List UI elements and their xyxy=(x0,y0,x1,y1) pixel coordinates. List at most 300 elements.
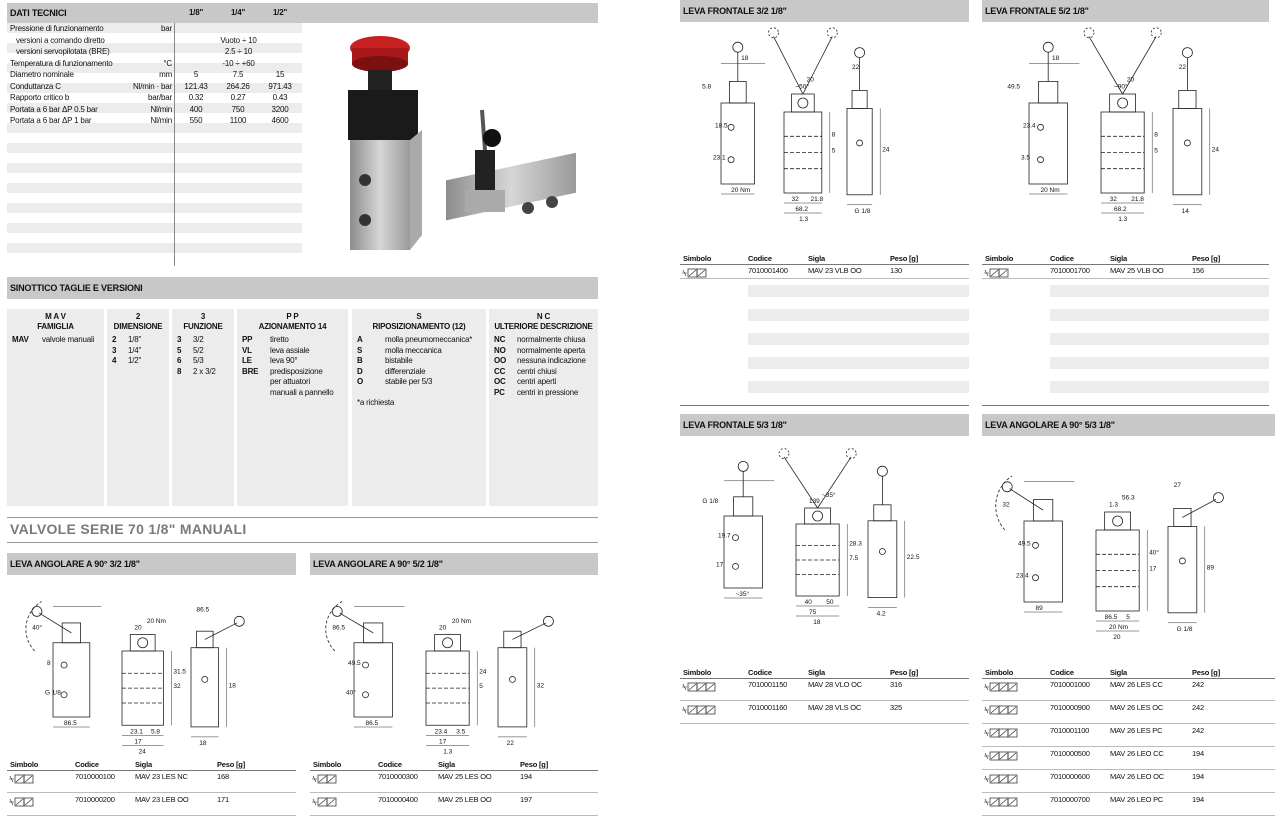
product-code: 7010001700 xyxy=(1050,266,1090,275)
dimension-label: ~90° xyxy=(1113,83,1128,91)
empty-table-stripe xyxy=(748,309,969,321)
entry-desc: 3/2 xyxy=(193,335,204,344)
param-value-span: 2.5 ÷ 10 xyxy=(224,47,253,56)
technical-drawing xyxy=(700,40,910,223)
table-header-simbolo: Simbolo xyxy=(985,254,1014,263)
dimension-label: 32 xyxy=(1002,501,1010,509)
param-value-span: -10 ÷ +60 xyxy=(222,58,255,68)
dimension-label: 24 xyxy=(138,748,146,756)
entry-code: O xyxy=(357,377,364,386)
entry-code: A xyxy=(357,335,363,344)
table-stripe xyxy=(7,163,302,173)
param-unit: bar/bar xyxy=(148,93,172,102)
section-title: LEVA ANGOLARE A 90° 5/2 1/8" xyxy=(313,559,443,569)
sinottico-panel xyxy=(237,309,348,506)
dimension-label: 28.3 xyxy=(849,540,862,548)
product-weight: 197 xyxy=(520,795,532,804)
group-code: 3 xyxy=(200,312,206,321)
table-header-simbolo: Simbolo xyxy=(985,668,1014,677)
dimension-label: 20 xyxy=(438,624,447,632)
product-code: 7010001160 xyxy=(748,703,788,712)
entry-desc: 5/2 xyxy=(193,345,204,355)
dimension-label: 18 xyxy=(741,54,749,62)
table-header-simbolo: Simbolo xyxy=(10,760,39,769)
entry-desc: stabile per 5/3 xyxy=(385,377,433,386)
table-stripe xyxy=(7,243,302,253)
product-weight: 325 xyxy=(890,703,902,712)
table-header-simbolo: Simbolo xyxy=(313,760,342,769)
dimension-label: 5 xyxy=(479,683,483,691)
group-name: DIMENSIONE xyxy=(113,322,163,331)
section-title: LEVA FRONTALE 3/2 1/8" xyxy=(683,6,787,16)
product-sigla: MAV 25 VLB OO xyxy=(1110,266,1164,275)
dimension-label: 17 xyxy=(438,738,447,746)
dimension-label: 3.5 xyxy=(1021,154,1031,162)
entry-desc: per attuatori xyxy=(270,377,311,386)
entry-desc: leva 90° xyxy=(270,356,298,365)
table-header-simbolo: Simbolo xyxy=(683,254,712,263)
dimension-label: 3.5 xyxy=(456,728,466,736)
pneumatic-symbol-icon xyxy=(984,704,1022,716)
product-code: 7010000500 xyxy=(1050,749,1090,758)
product-sigla: MAV 26 LEO PC xyxy=(1110,795,1164,804)
entry-code: 5 xyxy=(177,345,182,355)
table-stripe xyxy=(7,143,302,153)
dimension-label: 86.5 xyxy=(332,624,346,632)
entry-code: 6 xyxy=(177,356,182,365)
entry-desc: valvole manuali xyxy=(42,335,95,344)
empty-table-stripe xyxy=(1050,381,1269,393)
dimension-label: 24 xyxy=(479,668,487,676)
dimension-label: 18 xyxy=(1052,54,1060,62)
table-stripe xyxy=(7,223,302,233)
group-code: S xyxy=(416,312,422,321)
pneumatic-symbol-icon xyxy=(984,796,1022,808)
table-stripe xyxy=(7,203,302,213)
dimension-label: 21.8 xyxy=(1131,196,1144,203)
dimension-label: 86.5 xyxy=(365,720,379,727)
dimension-label: 18 xyxy=(813,619,821,626)
entry-code: D xyxy=(357,366,363,376)
entry-code: 3 xyxy=(177,335,182,344)
entry-desc: leva assiale xyxy=(270,345,310,355)
table-header-codice: Codice xyxy=(378,760,402,769)
product-weight: 168 xyxy=(217,772,229,781)
empty-table-stripe xyxy=(1050,357,1269,369)
col-header-1-2: 1/2" xyxy=(272,8,288,17)
entry-desc: tiretto xyxy=(270,335,289,344)
entry-desc: 1/2" xyxy=(128,356,142,365)
dimension-label: 139 xyxy=(808,498,820,506)
product-weight: 171 xyxy=(217,795,229,804)
product-weight: 130 xyxy=(890,266,902,275)
product-sigla: MAV 26 LES OC xyxy=(1110,703,1164,712)
entry-code: LE xyxy=(242,356,252,365)
entry-desc: normalmente aperta xyxy=(517,345,585,355)
table-header-peso: Peso [g] xyxy=(1192,668,1220,677)
empty-table-stripe xyxy=(748,381,969,393)
dimension-label: G 1/8 xyxy=(702,498,719,506)
dimension-label: 1.3 xyxy=(1118,216,1128,223)
dimension-label: 24 xyxy=(882,146,890,154)
table-header-sigla: Sigla xyxy=(808,668,825,677)
group-note: *a richiesta xyxy=(357,398,395,407)
entry-code: NC xyxy=(494,335,506,344)
group-code: P P xyxy=(286,312,299,321)
param-value-span: Vuoto ÷ 10 xyxy=(220,35,257,45)
product-code: 7010000400 xyxy=(378,795,418,804)
param-label: Rapporto critico b xyxy=(10,93,70,102)
sinottico-title: SINOTTICO TAGLIE E VERSIONI xyxy=(10,283,143,293)
dimension-label: 8 xyxy=(1154,131,1158,139)
dimension-label: 5 xyxy=(1154,147,1158,155)
empty-table-stripe xyxy=(1050,309,1269,321)
col-header-1-4: 1/4" xyxy=(230,8,246,17)
param-label: Portata a 6 bar ΔP 1 bar xyxy=(10,116,92,125)
table-header-codice: Codice xyxy=(75,760,99,769)
dimension-label: G 1/8 xyxy=(1176,625,1193,633)
table-header-peso: Peso [g] xyxy=(520,760,548,769)
param-label: Temperatura di funzionamento xyxy=(10,58,113,68)
product-code: 7010001000 xyxy=(1050,680,1090,689)
product-sigla: MAV 23 LEB OO xyxy=(135,795,189,804)
entry-desc: centri aperti xyxy=(517,377,557,386)
product-code: 7010000700 xyxy=(1050,795,1090,804)
group-name: FUNZIONE xyxy=(183,322,223,331)
dimension-label: 22 xyxy=(506,739,514,747)
product-weight: 194 xyxy=(1192,772,1204,781)
product-weight: 156 xyxy=(1192,266,1204,275)
dimension-label: 18.5 xyxy=(715,122,728,130)
product-sigla: MAV 25 LES OO xyxy=(438,772,492,781)
param-unit: mm xyxy=(159,70,172,79)
entry-desc: normalmente chiusa xyxy=(517,335,586,344)
product-code: 7010000200 xyxy=(75,795,115,804)
dimension-label: 68.2 xyxy=(795,206,808,213)
entry-code: MAV xyxy=(12,335,29,344)
param-label: versioni servopilotata (BRE) xyxy=(16,47,110,56)
table-header-peso: Peso [g] xyxy=(890,668,918,677)
pneumatic-symbol-icon xyxy=(984,727,1022,739)
dimension-label: 49.5 xyxy=(1018,540,1031,548)
dimension-label: 40° xyxy=(32,624,43,632)
table-header-sigla: Sigla xyxy=(438,760,455,769)
group-name: ULTERIORE DESCRIZIONE xyxy=(494,322,593,331)
product-weight: 316 xyxy=(890,680,902,689)
section-title: LEVA ANGOLARE A 90° 5/3 1/8" xyxy=(985,420,1115,430)
entry-desc: 1/8" xyxy=(128,335,142,344)
param-value: 7.5 xyxy=(232,70,244,79)
dimension-label: 49.5 xyxy=(1007,83,1021,91)
dimension-label: 32 xyxy=(791,196,799,203)
dimension-label: 7.5 xyxy=(849,555,859,562)
dimension-label: 20 Nm xyxy=(451,617,472,625)
product-sigla: MAV 25 LEB OO xyxy=(438,795,492,804)
dimension-label: 32 xyxy=(173,683,181,691)
product-weight: 242 xyxy=(1192,726,1204,735)
dimension-label: 27 xyxy=(1173,481,1181,489)
param-value: 550 xyxy=(189,116,203,125)
param-unit: bar xyxy=(161,24,172,33)
group-name: RIPOSIZIONAMENTO (12) xyxy=(372,322,466,331)
dimension-label: 22 xyxy=(852,63,860,71)
dimension-label: 23.4 xyxy=(434,728,448,736)
dimension-label: 20 xyxy=(1113,634,1121,641)
param-value: 121.43 xyxy=(184,81,208,91)
group-code: 2 xyxy=(135,312,141,321)
section-title: LEVA FRONTALE 5/2 1/8" xyxy=(985,6,1089,16)
param-value: 750 xyxy=(231,104,245,114)
technical-drawing xyxy=(1005,40,1245,223)
param-unit: Nl/min xyxy=(150,104,172,114)
pneumatic-symbol-icon xyxy=(682,704,720,716)
entry-desc: 5/3 xyxy=(193,356,204,365)
dimension-label: ~35° xyxy=(735,591,750,598)
param-value: 971.43 xyxy=(268,81,292,91)
table-header-sigla: Sigla xyxy=(1110,254,1127,263)
param-unit: Nl/min xyxy=(150,116,172,125)
product-code: 7010000300 xyxy=(378,772,418,781)
dimension-label: 89 xyxy=(1206,564,1215,572)
product-sigla: MAV 26 LES CC xyxy=(1110,680,1163,689)
product-sigla: MAV 26 LEO CC xyxy=(1110,749,1164,758)
dimension-label: 22.5 xyxy=(906,554,920,562)
entry-code: NO xyxy=(494,345,506,355)
table-stripe xyxy=(7,183,302,193)
param-value: 0.27 xyxy=(230,93,246,102)
dimension-label: 18 xyxy=(199,739,207,747)
entry-code: 2 xyxy=(112,335,117,344)
entry-desc: centri chiusi xyxy=(517,366,557,376)
dimension-label: 5.8 xyxy=(150,728,161,736)
param-unit: Nl/min · bar xyxy=(133,81,172,91)
dimension-label: ~35° xyxy=(821,491,836,499)
product-sigla: MAV 26 LES PC xyxy=(1110,726,1163,735)
product-weight: 194 xyxy=(1192,795,1204,804)
entry-desc: 1/4" xyxy=(128,345,142,355)
empty-table-stripe xyxy=(1050,333,1269,345)
table-header-peso: Peso [g] xyxy=(1192,254,1220,263)
dimension-label: 20 xyxy=(134,624,142,632)
group-code: N C xyxy=(536,312,551,321)
dimension-label: 23.4 xyxy=(1016,572,1029,580)
param-value: 5 xyxy=(193,70,199,79)
technical-drawing xyxy=(30,585,260,756)
entry-code: 8 xyxy=(177,366,182,376)
dimension-label: 40° xyxy=(346,689,356,697)
product-weight: 194 xyxy=(1192,749,1204,758)
entry-code: PC xyxy=(494,387,505,397)
dimension-label: 40 xyxy=(804,599,812,606)
group-name: AZIONAMENTO 14 xyxy=(258,322,327,331)
entry-desc: 2 x 3/2 xyxy=(193,366,216,376)
param-value: 4600 xyxy=(271,116,289,125)
table-header-peso: Peso [g] xyxy=(890,254,918,263)
dimension-label: 8 xyxy=(47,660,51,668)
product-code: 7010000900 xyxy=(1050,703,1090,712)
dimension-label: 40° xyxy=(1149,549,1160,557)
product-weight: 242 xyxy=(1192,680,1204,689)
series-title: VALVOLE SERIE 70 1/8" MANUALI xyxy=(10,521,247,537)
dimension-label: 21.8 xyxy=(810,196,824,203)
dimension-label: 5 xyxy=(831,147,836,155)
pneumatic-symbol-icon xyxy=(984,773,1022,785)
entry-code: PP xyxy=(242,335,253,344)
table-header-peso: Peso [g] xyxy=(217,760,245,769)
pneumatic-symbol-icon xyxy=(312,773,350,785)
table-header-codice: Codice xyxy=(748,254,772,263)
entry-desc: bistabile xyxy=(385,356,413,365)
dimension-label: 75 xyxy=(808,609,817,616)
param-value: 264.26 xyxy=(226,81,250,91)
dimension-label: ~50° xyxy=(795,83,809,91)
empty-table-stripe xyxy=(1050,285,1269,297)
entry-desc: differenziale xyxy=(385,366,426,376)
dati-tecnici-header xyxy=(7,3,598,23)
dimension-label: 22 xyxy=(1178,63,1186,71)
param-value: 0.43 xyxy=(272,93,288,102)
product-sigla: MAV 23 VLB OO xyxy=(808,266,862,275)
pneumatic-symbol-icon xyxy=(312,796,350,808)
product-code: 7010001150 xyxy=(748,680,788,689)
dimension-label: 49.5 xyxy=(348,660,361,668)
technical-drawing xyxy=(330,585,570,756)
dimension-label: 20 Nm xyxy=(1040,187,1060,194)
section-title: LEVA FRONTALE 5/3 1/8" xyxy=(683,420,787,430)
entry-desc: molla meccanica xyxy=(385,345,442,355)
dimension-label: 24 xyxy=(1211,146,1220,154)
group-name: FAMIGLIA xyxy=(37,322,74,331)
dati-tecnici-title: DATI TECNICI xyxy=(10,8,67,18)
product-code: 7010001400 xyxy=(748,266,788,275)
entry-code: B xyxy=(357,356,363,365)
entry-code: CC xyxy=(494,366,506,376)
col-header-1-8: 1/8" xyxy=(188,8,204,17)
entry-code: VL xyxy=(242,345,252,355)
dimension-label: 50 xyxy=(826,599,834,606)
param-value: 1100 xyxy=(229,116,247,125)
dimension-label: 20 Nm xyxy=(1108,624,1129,631)
product-sigla: MAV 23 LES NC xyxy=(135,772,188,781)
dimension-label: 20 xyxy=(1126,76,1135,84)
dimension-label: 86.5 xyxy=(64,720,77,727)
technical-drawing xyxy=(700,460,940,626)
dimension-label: 31.5 xyxy=(173,668,187,676)
technical-drawing xyxy=(1000,458,1240,641)
entry-code: OC xyxy=(494,377,506,386)
table-header-codice: Codice xyxy=(1050,254,1074,263)
param-value: 15 xyxy=(275,70,285,79)
dimension-label: 20 Nm xyxy=(146,617,166,625)
dimension-label: 4.2 xyxy=(876,610,886,618)
entry-desc: centri in pressione xyxy=(517,387,579,397)
pneumatic-symbol-icon xyxy=(9,796,47,808)
empty-table-stripe xyxy=(748,285,969,297)
dimension-label: 1.3 xyxy=(443,748,453,756)
product-code: 7010000100 xyxy=(75,772,115,781)
dimension-label: 23.4 xyxy=(1023,122,1036,130)
table-header-sigla: Sigla xyxy=(808,254,825,263)
table-header-codice: Codice xyxy=(1050,668,1074,677)
dimension-label: 14 xyxy=(1181,207,1189,215)
param-label: versioni a comando diretto xyxy=(16,35,105,45)
dimension-label: 18 xyxy=(228,682,236,690)
dimension-label: 86.5 xyxy=(196,606,210,614)
param-label: Portata a 6 bar ΔP 0.5 bar xyxy=(10,104,98,114)
param-unit: °C xyxy=(163,58,172,68)
param-value: 3200 xyxy=(271,104,289,114)
product-weight: 242 xyxy=(1192,703,1204,712)
dimension-label: 20 Nm xyxy=(731,187,751,194)
param-label: Conduttanza C xyxy=(10,81,61,91)
section-title: LEVA ANGOLARE A 90° 3/2 1/8" xyxy=(10,559,140,569)
group-code: M A V xyxy=(45,312,66,321)
dimension-label: 8 xyxy=(831,131,836,139)
entry-desc: predisposizione xyxy=(270,366,323,376)
dimension-label: 86.5 xyxy=(1104,614,1118,621)
dimension-label: 89 xyxy=(1035,605,1043,612)
dimension-label: 19.7 xyxy=(718,532,731,540)
product-code: 7010000600 xyxy=(1050,772,1090,781)
param-label: Diametro nominale xyxy=(10,70,74,79)
dimension-label: 17 xyxy=(1149,565,1157,573)
dimension-label: 5 xyxy=(1126,614,1130,621)
dimension-label: 56.3 xyxy=(1121,494,1135,502)
pneumatic-symbol-icon xyxy=(682,681,720,693)
dimension-label: 1.3 xyxy=(1108,501,1119,509)
entry-code: OO xyxy=(494,356,507,365)
product-weight: 194 xyxy=(520,772,532,781)
entry-code: S xyxy=(357,345,363,355)
entry-desc: molla pneumomeccanica* xyxy=(385,335,473,344)
pneumatic-symbol-icon xyxy=(9,773,47,785)
product-sigla: MAV 26 LEO OC xyxy=(1110,772,1164,781)
product-photo xyxy=(330,30,600,270)
param-label: Pressione di funzionamento xyxy=(10,24,104,33)
dimension-label: 5.8 xyxy=(702,83,712,91)
pneumatic-symbol-icon xyxy=(984,681,1022,693)
entry-code: BRE xyxy=(242,366,259,376)
dimension-label: 17 xyxy=(134,738,142,746)
empty-table-stripe xyxy=(748,333,969,345)
param-value: 400 xyxy=(189,104,203,114)
dimension-label: 32 xyxy=(536,682,545,690)
dimension-label: 1.3 xyxy=(799,216,809,223)
entry-desc: nessuna indicazione xyxy=(517,356,586,365)
table-header-simbolo: Simbolo xyxy=(683,668,712,677)
table-header-sigla: Sigla xyxy=(1110,668,1127,677)
dimension-label: 32 xyxy=(1109,196,1117,203)
dimension-label: G 1/8 xyxy=(45,689,61,697)
entry-code: 3 xyxy=(112,345,117,355)
dimension-label: G 1/8 xyxy=(854,207,871,215)
table-header-sigla: Sigla xyxy=(135,760,152,769)
table-header-codice: Codice xyxy=(748,668,772,677)
dimension-label: 17 xyxy=(716,561,724,569)
product-code: 7010001100 xyxy=(1050,726,1090,735)
dimension-label: 20 xyxy=(806,76,814,84)
param-value: 0.32 xyxy=(188,93,204,102)
entry-code: 4 xyxy=(112,356,117,365)
dimension-label: 68.2 xyxy=(1113,206,1127,213)
empty-table-stripe xyxy=(748,357,969,369)
pneumatic-symbol-icon xyxy=(984,750,1022,762)
dimension-label: 23.1 xyxy=(713,154,726,162)
product-sigla: MAV 28 VLS OC xyxy=(808,703,862,712)
entry-desc: manuali a pannello xyxy=(270,387,334,397)
product-sigla: MAV 28 VLO OC xyxy=(808,680,862,689)
dimension-label: 23.1 xyxy=(130,728,143,736)
